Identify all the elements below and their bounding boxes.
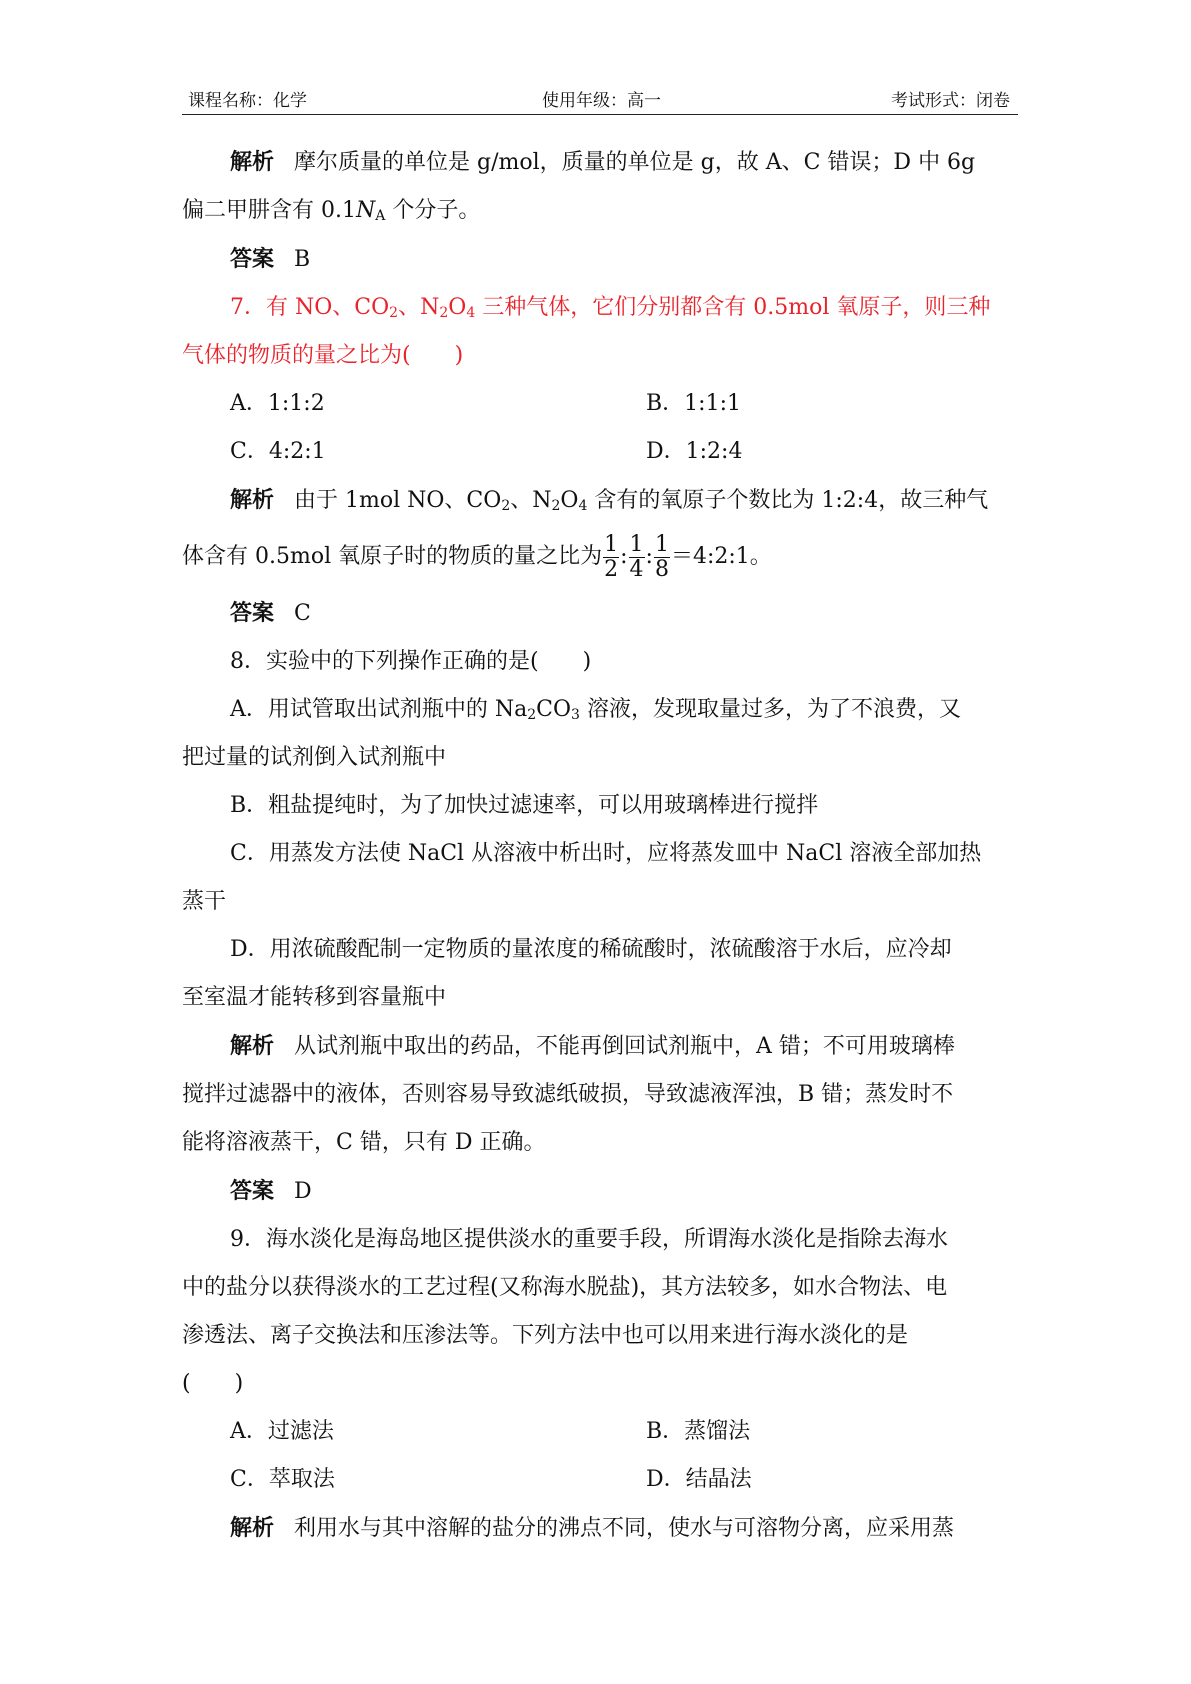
- q9-option-d: D．结晶法: [646, 1467, 752, 1492]
- q8-option-a-cont: 把过量的试剂倒入试剂瓶中: [182, 745, 447, 770]
- q9-options-row2: [182, 1456, 1018, 1504]
- q7-option-d: D．1:2:4: [646, 439, 743, 464]
- q9-option-a: A．过滤法: [230, 1419, 334, 1444]
- q9-stem: 9．海水淡化是海岛地区提供淡水的重要手段，所谓海水淡化是指除去海水: [230, 1227, 948, 1252]
- q8-option-d: D．用浓硫酸配制一定物质的量浓度的稀硫酸时，浓硫酸溶于水后，应冷却: [230, 937, 952, 962]
- analysis-label: 解析: [230, 487, 275, 513]
- q7-option-b: B．1:1:1: [646, 391, 741, 416]
- document-body: [182, 138, 1018, 1553]
- answer-label: 答案: [230, 246, 275, 272]
- q7-stem: 7．有 NO、$CO_2$、$N_2O_4$ 三种气体，它们分别都含有 0.5mol 氧原子，则三种: [230, 295, 991, 321]
- q9-stem-cont-3: ( ): [182, 1371, 244, 1396]
- answer-label: 答案: [230, 1178, 275, 1204]
- q7-options-row2: [182, 428, 1018, 476]
- q8-answer: 答案 D: [230, 1178, 312, 1204]
- analysis-label: 解析: [230, 149, 275, 175]
- q6-analysis-cont: 偏二甲肼含有 $0.1N_A$ 个分子。: [182, 198, 481, 224]
- q9-option-b: B．蒸馏法: [646, 1419, 751, 1444]
- q9-stem-cont-1: 中的盐分以获得淡水的工艺过程(又称海水脱盐)，其方法较多，如水合物法、电: [182, 1275, 948, 1300]
- exam-format: 考试形式：闭卷: [891, 91, 1010, 111]
- q8-option-c: C．用蒸发方法使 NaCl 从溶液中析出时，应将蒸发皿中 NaCl 溶液全部加热: [230, 841, 982, 866]
- q6-answer: 答案 B: [230, 246, 311, 272]
- q9-option-c: C．萃取法: [230, 1467, 335, 1492]
- q9-stem-cont-2: 渗透法、离子交换法和压渗法等。下列方法中也可以用来进行海水淡化的是: [182, 1323, 909, 1348]
- analysis-label: 解析: [230, 1033, 275, 1059]
- fraction-1-8: $\frac{1}{8}$: [654, 531, 669, 582]
- q7-analysis: 解析 由于 1mol NO、$CO_2$、$N_2O_4$ 含有的氧原子个数比为 1:2:4，故三种气: [230, 487, 989, 514]
- fraction-1-4: $\frac{1}{4}$: [629, 531, 644, 582]
- fraction-1-2: $\frac{1}{2}$: [604, 531, 619, 582]
- q7-answer: 答案 C: [230, 600, 311, 626]
- q9-options-row1: [182, 1408, 1018, 1456]
- q8-analysis-cont-1: 搅拌过滤器中的液体，否则容易导致滤纸破损，导致滤液浑浊，B 错；蒸发时不: [182, 1082, 954, 1107]
- q8-option-a: A．用试管取出试剂瓶中的 $Na_2CO_3$ 溶液，发现取量过多，为了不浪费，又: [230, 697, 961, 723]
- q6-analysis: 解析 摩尔质量的单位是 g/mol，质量的单位是 g，故 A、C 错误；D 中 6g: [230, 149, 976, 175]
- analysis-label: 解析: [230, 1515, 275, 1541]
- course-name: 课程名称：化学: [188, 91, 307, 111]
- q8-option-d-cont: 至室温才能转移到容量瓶中: [182, 985, 447, 1010]
- answer-label: 答案: [230, 600, 275, 626]
- q7-options-row1: [182, 380, 1018, 428]
- grade-level: 使用年级：高一: [542, 91, 661, 111]
- q9-analysis: 解析 利用水与其中溶解的盐分的沸点不同，使水与可溶物分离，应采用蒸: [230, 1515, 955, 1541]
- q7-analysis-cont: 体含有 0.5mol 氧原子时的物质的量之比为 $\frac{1}{2}$ : $\frac{1}{4}$ : $\frac{1}{8}$ ＝4:2:1。: [182, 531, 772, 582]
- q8-analysis-cont-2: 能将溶液蒸干，C 错，只有 D 正确。: [182, 1130, 546, 1155]
- q7-option-c: C．4:2:1: [230, 439, 326, 464]
- q8-analysis: 解析 从试剂瓶中取出的药品，不能再倒回试剂瓶中，A 错；不可用玻璃棒: [230, 1033, 955, 1059]
- q8-stem: 8．实验中的下列操作正确的是( ): [230, 649, 592, 674]
- q8-option-c-cont: 蒸干: [182, 889, 227, 914]
- q7-option-a: A．1:1:2: [230, 391, 325, 416]
- q8-option-b: B．粗盐提纯时，为了加快过滤速率，可以用玻璃棒进行搅拌: [230, 793, 819, 818]
- q7-stem-cont: 气体的物质的量之比为( ): [182, 343, 464, 368]
- page-header: [182, 84, 1018, 115]
